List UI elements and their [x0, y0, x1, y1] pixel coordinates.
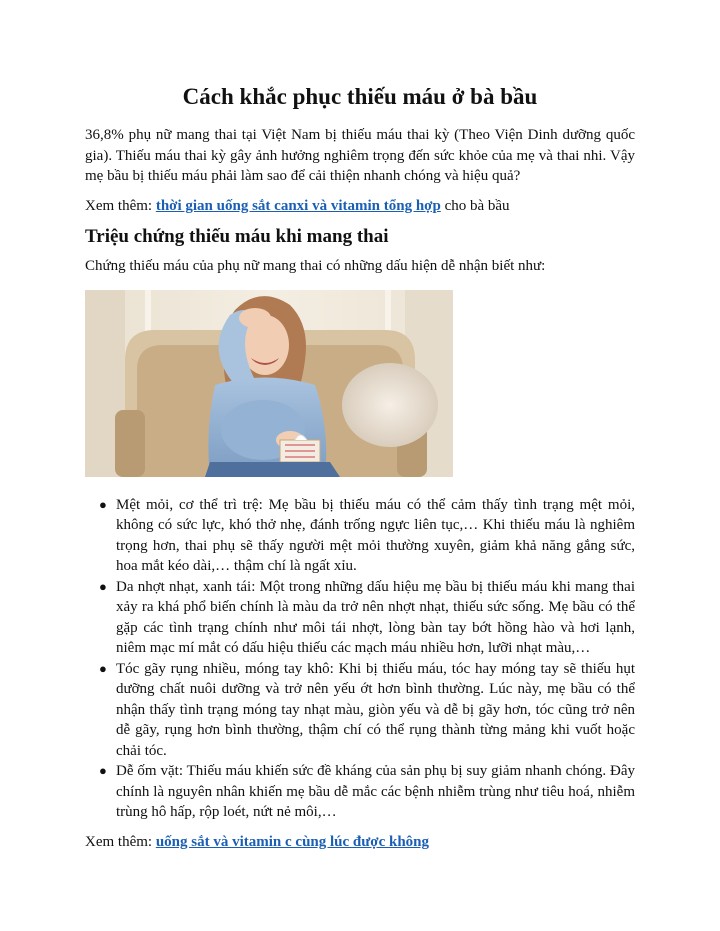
pregnant-woman-photo [85, 290, 453, 477]
list-item [85, 577, 635, 659]
see-also-2-prefix: Xem thêm: [85, 833, 156, 850]
symptom-text: Da nhợt nhạt, xanh tái: Một trong những dấu hiệu mẹ bầu bị thiếu máu khi mang thai xảy ra khá phổ biến chính là màu da trở nên nhợt nhạt, thiếu sức sống. Mẹ bầu có thể gặp các tình trạng chính như môi tái nhợt, lòng bàn tay bớt hồng hào và hơi lạnh, niêm mạc mí mắt có dấu hiệu thiếu các mạch máu nhiều hơn, lưỡi nhạt màu,… [116, 578, 635, 656]
symptom-text: Dễ ốm vặt: Thiếu máu khiến sức đề kháng của sản phụ bị suy giảm nhanh chóng. Đây chính là nguyên nhân khiến mẹ bầu dễ mắc các bệnh nhiễm trùng như tiêu hoá, nhiễm trùng hô hấp, rộp loét, nứt nẻ môi,… [116, 763, 635, 820]
symptom-text: Mệt mỏi, cơ thể trì trệ: Mẹ bầu bị thiếu máu có thể cảm thấy tình trạng mệt mỏi, không có sức lực, khó thở nhẹ, đánh trống ngực liên tục,… Khi thiếu máu là nghiêm trọng hơn, thai phụ sẽ thấy người mệt mỏi thường xuyên, giảm khả năng gắng sức, hoa mắt kéo dài,… thậm chí là ngất xỉu. [116, 496, 635, 574]
list-item [85, 659, 635, 762]
symptom-text: Tóc gãy rụng nhiều, móng tay khô: Khi bị thiếu máu, tóc hay móng tay sẽ thiếu hụt dưỡng chất nuôi dưỡng và trở nên yếu ớt hơn bình thường. Lúc này, mẹ bầu có thể nhận thấy tình trạng móng tay nhạt màu, giòn yếu và dễ bị gãy hơn, tóc cũng trở nên dễ gãy, rụng hơn bình thường, thậm chí có thể rụng thành từng mảng khi vuốt hoặc chải tóc. [116, 660, 635, 759]
see-also-1-prefix: Xem thêm: [85, 197, 156, 214]
bullet-icon: ● [99, 660, 107, 676]
see-also-1 [85, 196, 635, 217]
list-item [85, 761, 635, 823]
document-page [85, 82, 635, 852]
bullet-icon: ● [99, 578, 107, 594]
list-item [85, 495, 635, 577]
bullet-icon: ● [99, 496, 107, 512]
symptom-list [85, 495, 635, 823]
intro-paragraph: 36,8% phụ nữ mang thai tại Việt Nam bị thiếu máu thai kỳ (Theo Viện Dinh dưỡng quốc gia). Thiếu máu thai kỳ gây ảnh hưởng nghiêm trọng đến sức khỏe của mẹ và thai nhi. Vậy mẹ bầu bị thiếu máu phải làm sao để cải thiện nhanh chóng và hiệu quả? [85, 127, 635, 184]
see-also-1-suffix: cho bà bầu [440, 197, 510, 214]
see-also-2 [85, 832, 635, 853]
section-heading: Triệu chứng thiếu máu khi mang thai [85, 226, 389, 247]
page-title: Cách khắc phục thiếu máu ở bà bầu [182, 84, 538, 109]
bullet-icon: ● [99, 763, 107, 778]
see-also-1-link[interactable]: thời gian uống sắt canxi và vitamin tổng hợp [155, 197, 441, 214]
see-also-2-link[interactable]: uống sắt và vitamin c cùng lúc được không [155, 833, 430, 850]
section-lead: Chứng thiếu máu của phụ nữ mang thai có những dấu hiện dễ nhận biết như: [85, 258, 546, 274]
